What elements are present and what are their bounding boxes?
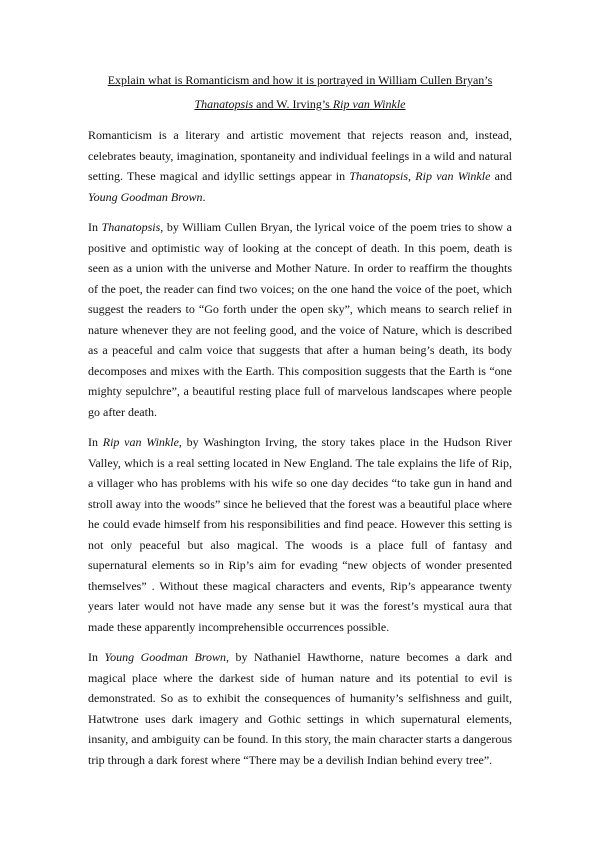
text-run: . (202, 189, 206, 204)
text-run: In (88, 220, 102, 234)
text-run: In (88, 650, 105, 664)
italic-title-ref: Young Goodman Brown (88, 189, 203, 204)
text-run: In (88, 435, 103, 449)
text-run: and (490, 169, 512, 183)
italic-title-ref: Rip van Winkle (102, 435, 179, 449)
title-line-1: Explain what is Romanticism and how it is portrayed in William Cullen Bryan’s (107, 73, 493, 87)
text-run: , by William Cullen Bryan, the lyrical voice of the poem tries to show a positive and optimistic way of looking at the concept of death. In this poem, death is seen as a union with the universe and Mother Nature. In order to reaffirm the thoughts of the poet, the reader can find two voices; on the one hand the voice of the poet, which suggest the readers to “Go forth under the open sky”, which means to search relief in nature whenever they are not feeling good, and the voice of Nature, which is described as a peaceful and calm voice that suggests that after a human being’s death, its body decomposes and mixes with the Earth. This composition suggests that the Earth is “one mighty sepulchre”, a beautiful resting place full of marvelous landscapes where people go after death. (88, 220, 513, 419)
text-run: , by Washington Irving, the story takes place in the Hudson River Valley, which is a real setting located in New England. The tale explains the life of Rip, a villager who has problems with his wife so one day decides “to take gun in hand and stroll away into the woods” since he believed that the forest was a beautiful place where he could evade himself from his responsibilities and find peace. However this setting is not only peaceful but also magical. The woods is a place full of fantasy and supernatural elements so in Rip’s aim for evading “new objects of wonder presented themselves” . Without these magical characters and events, Rip’s appearance twenty years later would not have made any sense but it was the forest’s mystical aura that made these apparently incomprehensible occurrences possible. (88, 435, 512, 634)
title-work-thanatopsis: Thanatopsis (194, 97, 254, 111)
document-title (88, 68, 512, 116)
paragraph-thanatopsis (88, 217, 512, 422)
paragraph-young-goodman-brown (88, 647, 512, 770)
text-run: Romanticism is a literary and artistic movement that rejects reason and, instead, celebrates beauty, imagination, spontaneity and individual feelings in a wild and natural setting. These magical and idyllic settings appear in (88, 128, 512, 183)
paragraph-rip-van-winkle (88, 432, 512, 637)
title-work-rip-van-winkle: Rip van Winkle (332, 97, 406, 111)
italic-title-ref: Thanatopsis (349, 169, 409, 183)
text-run: , (408, 169, 416, 183)
text-run: , by Nathaniel Hawthorne, nature becomes a dark and magical place where the darkest side of human nature and its potential to evil is demonstrated. So as to exhibit the consequences of humanity’s selfishness and guilt, Hatwtrone uses dark imagery and Gothic settings in which supernatural elements, insanity, and ambiguity can be found. In this story, the main character starts a dangerous trip through a dark forest where “There may be a devilish Indian behind every tree”. (88, 650, 513, 767)
italic-title-ref: Thanatopsis (101, 220, 161, 234)
paragraph-intro (88, 125, 512, 207)
title-connector: and W. Irving’s (253, 97, 333, 111)
italic-title-ref: Young Goodman Brown (104, 650, 227, 664)
italic-title-ref: Rip van Winkle (415, 169, 491, 183)
